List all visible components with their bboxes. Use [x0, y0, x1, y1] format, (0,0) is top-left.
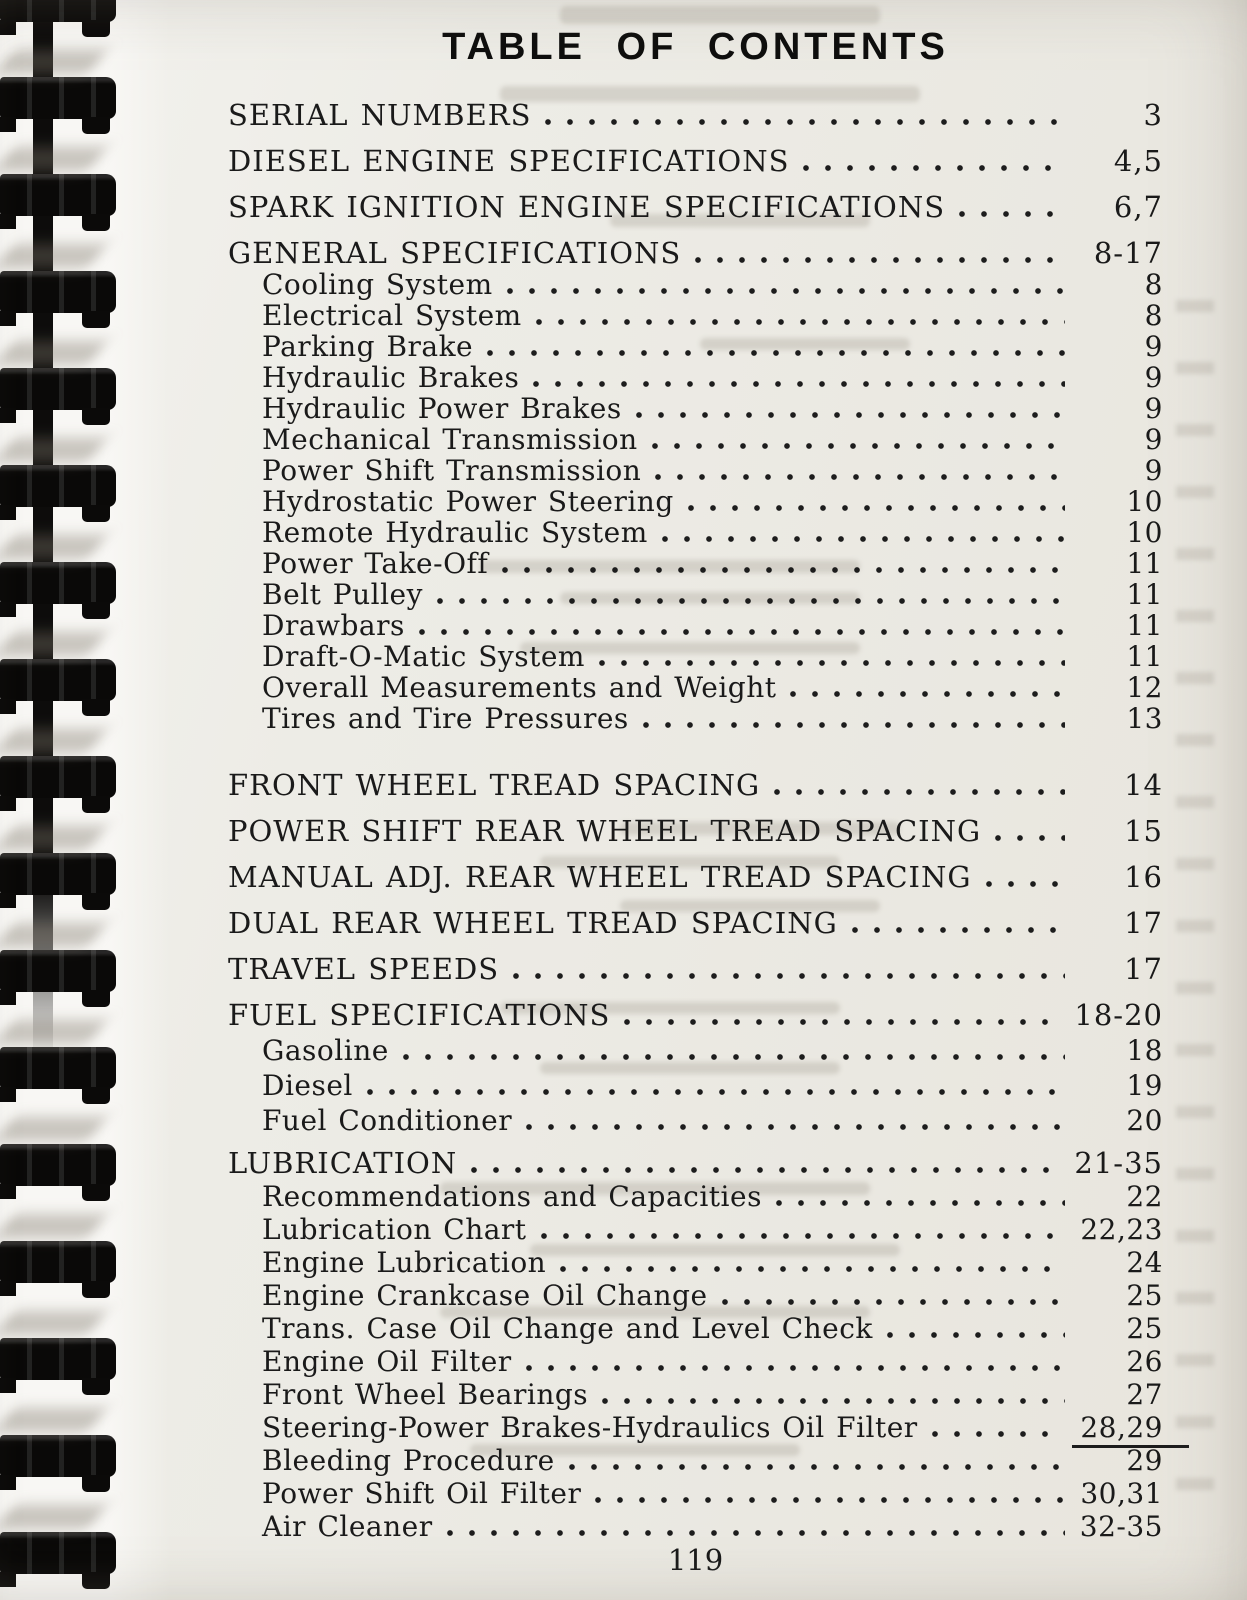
binding-tooth-tab — [0, 699, 16, 714]
toc-entry — [228, 954, 1163, 985]
dot-leader — [887, 1332, 1065, 1338]
dot-leader — [655, 474, 1065, 480]
toc-entry — [228, 1511, 1163, 1542]
dot-leader — [526, 1365, 1065, 1371]
binding-tooth-glare — [0, 0, 116, 22]
toc-entry — [228, 238, 1163, 269]
binding-tooth-glare — [0, 1532, 116, 1574]
binding-tooth-glare — [0, 174, 116, 216]
toc-entry-page: 9 — [1144, 361, 1163, 394]
toc-entry — [228, 1445, 1163, 1476]
toc-entry-page: 11 — [1126, 578, 1163, 611]
binding-tooth — [0, 271, 116, 313]
binding-tooth — [0, 0, 116, 22]
toc-entry-label: SPARK IGNITION ENGINE SPECIFICATIONS — [228, 190, 946, 224]
toc-entry-page: 18-20 — [1074, 998, 1163, 1032]
toc-entry-page: 13 — [1126, 702, 1163, 735]
toc-entry-label: Remote Hydraulic System — [262, 516, 648, 549]
page-title: TABLE OF CONTENTS — [442, 26, 949, 68]
binding-tooth-glare — [0, 271, 116, 313]
binding-tooth-tab — [0, 20, 16, 35]
binding-tooth — [0, 853, 116, 895]
toc-entry-label: Fuel Conditioner — [262, 1104, 513, 1137]
toc-entry-page: 17 — [1124, 952, 1163, 986]
binding-tooth-tab — [0, 796, 16, 811]
binding-tooth — [0, 1047, 116, 1089]
toc-entry-page: 9 — [1144, 392, 1163, 425]
binding-tooth-tab — [0, 1087, 16, 1102]
toc-entry-label: Lubrication Chart — [262, 1213, 527, 1246]
toc-entry-label: Bleeding Procedure — [262, 1444, 555, 1477]
toc-entry-label: Air Cleaner — [262, 1510, 433, 1543]
dot-leader — [790, 691, 1065, 697]
dot-leader — [595, 1497, 1065, 1503]
toc-entry — [228, 579, 1163, 610]
binding-tooth-glare — [0, 1144, 116, 1186]
toc-entry — [228, 1412, 1163, 1443]
toc-entry — [228, 1379, 1163, 1410]
dot-leader — [487, 350, 1065, 356]
bleedthrough-ghost — [560, 6, 880, 24]
toc-entry — [228, 300, 1163, 331]
binding-tooth — [0, 562, 116, 604]
toc-entry-label: Power Shift Transmission — [262, 454, 642, 487]
toc-entry-label: POWER SHIFT REAR WHEEL TREAD SPACING — [228, 814, 982, 848]
binding-tooth-tab — [0, 990, 16, 1005]
toc-entry-label: Parking Brake — [262, 330, 474, 363]
dot-leader — [541, 1233, 1065, 1239]
toc-entry — [228, 517, 1163, 548]
binding-tooth-glare — [0, 659, 116, 701]
toc-entry-label: FRONT WHEEL TREAD SPACING — [228, 768, 761, 802]
toc-entry-label: Electrical System — [262, 299, 522, 332]
binding-tooth-tab — [0, 1572, 16, 1587]
toc-entry-label: Draft-O-Matic System — [262, 640, 585, 673]
dot-leader — [803, 165, 1065, 171]
dot-leader — [695, 257, 1065, 263]
dot-leader — [569, 1464, 1065, 1470]
toc-entry — [228, 1181, 1163, 1212]
toc-entry-page: 8 — [1144, 268, 1163, 301]
table-of-contents — [228, 100, 1163, 1542]
dot-leader — [624, 1019, 1062, 1025]
toc-entry-page: 12 — [1126, 671, 1163, 704]
toc-entry-page: 11 — [1126, 609, 1163, 642]
toc-entry — [228, 816, 1163, 847]
toc-entry — [228, 862, 1163, 893]
dot-leader — [367, 1089, 1065, 1095]
toc-entry-label: Drawbars — [262, 609, 405, 642]
binding-tooth-tab — [0, 214, 16, 229]
toc-entry — [228, 1105, 1163, 1136]
toc-entry-page: 29 — [1126, 1444, 1163, 1477]
binding-tooth — [0, 1144, 116, 1186]
binding-tooth — [0, 465, 116, 507]
toc-entry-page: 8-17 — [1093, 236, 1163, 270]
toc-entry-page: 3 — [1143, 98, 1163, 132]
toc-entry-label: SERIAL NUMBERS — [228, 98, 532, 132]
toc-entry — [228, 455, 1163, 486]
toc-entry-page: 32-35 — [1079, 1510, 1163, 1543]
dot-leader — [526, 1124, 1065, 1130]
toc-entry-page: 21-35 — [1074, 1146, 1163, 1180]
dot-leader — [536, 319, 1065, 325]
toc-entry — [228, 393, 1163, 424]
binding-tooth-tab — [0, 1378, 16, 1393]
toc-entry-label: Hydraulic Brakes — [262, 361, 520, 394]
toc-entry-page: 28,29 — [1072, 1412, 1189, 1448]
toc-entry — [228, 1214, 1163, 1245]
binding-tooth-tab — [0, 1184, 16, 1199]
dot-leader — [507, 288, 1065, 294]
toc-entry-page: 9 — [1144, 330, 1163, 363]
toc-entry-page: 19 — [1126, 1069, 1163, 1102]
toc-entry — [228, 424, 1163, 455]
toc-entry-page: 15 — [1124, 814, 1163, 848]
toc-entry — [228, 1070, 1163, 1101]
binding-tooth — [0, 950, 116, 992]
binding-tooth — [0, 1532, 116, 1574]
toc-entry-label: Cooling System — [262, 268, 493, 301]
binding-tooth-tab — [0, 505, 16, 520]
toc-entry-label: GENERAL SPECIFICATIONS — [228, 236, 682, 270]
toc-entry-label: DIESEL ENGINE SPECIFICATIONS — [228, 144, 790, 178]
toc-entry — [228, 100, 1163, 131]
toc-entry-page: 25 — [1126, 1312, 1163, 1345]
toc-entry-page: 17 — [1124, 906, 1163, 940]
dot-leader — [986, 881, 1065, 887]
dot-leader — [471, 1167, 1062, 1173]
toc-entry-page: 10 — [1126, 516, 1163, 549]
dot-leader — [652, 443, 1065, 449]
toc-entry-label: Steering-Power Brakes-Hydraulics Oil Filter — [262, 1411, 918, 1444]
toc-entry — [228, 672, 1163, 703]
toc-entry-label: Overall Measurements and Weight — [262, 671, 777, 704]
binding-tooth — [0, 756, 116, 798]
toc-entry — [228, 1313, 1163, 1344]
binding-tooth-glare — [0, 1241, 116, 1283]
toc-entry-page: 20 — [1126, 1104, 1163, 1137]
binding-tooth-glare — [0, 756, 116, 798]
toc-entry-page: 11 — [1126, 547, 1163, 580]
toc-entry — [228, 192, 1163, 223]
dot-leader — [513, 973, 1065, 979]
toc-entry-page: 10 — [1126, 485, 1163, 518]
binding-tooth-glare — [0, 368, 116, 410]
toc-entry-label: FUEL SPECIFICATIONS — [228, 998, 611, 1032]
toc-entry-page: 11 — [1126, 640, 1163, 673]
binding-tooth-glare — [0, 562, 116, 604]
toc-entry-label: MANUAL ADJ. REAR WHEEL TREAD SPACING — [228, 860, 972, 894]
toc-entry-label: Gasoline — [262, 1034, 389, 1067]
binding-tooth-glare — [0, 1435, 116, 1477]
toc-entry — [228, 770, 1163, 801]
toc-entry — [228, 1247, 1163, 1278]
toc-entry-label: Hydraulic Power Brakes — [262, 392, 622, 425]
dot-leader — [662, 536, 1065, 542]
dot-leader — [774, 789, 1065, 795]
toc-entry-label: Hydrostatic Power Steering — [262, 485, 674, 518]
toc-entry-label: Diesel — [262, 1069, 353, 1102]
dot-leader — [722, 1299, 1065, 1305]
dot-leader — [932, 1431, 1061, 1437]
toc-entry — [228, 486, 1163, 517]
toc-entry — [228, 548, 1163, 579]
toc-entry-label: Trans. Case Oil Change and Level Check — [262, 1312, 873, 1345]
toc-entry — [228, 1478, 1163, 1509]
toc-entry-label: Tires and Tire Pressures — [262, 702, 629, 735]
toc-entry-label: Belt Pulley — [262, 578, 423, 611]
toc-entry — [228, 1148, 1163, 1179]
toc-entry — [228, 146, 1163, 177]
toc-entry-page: 4,5 — [1113, 144, 1163, 178]
binding-tooth-glare — [0, 465, 116, 507]
dot-leader — [602, 1398, 1065, 1404]
toc-entry-page: 16 — [1124, 860, 1163, 894]
binding-tooth-tab — [0, 602, 16, 617]
binding-tooth-glare — [0, 1338, 116, 1380]
toc-entry-label: Recommendations and Capacities — [262, 1180, 762, 1213]
dot-leader — [437, 598, 1065, 604]
binding-tooth-tab — [0, 117, 16, 132]
binding-tooth — [0, 174, 116, 216]
toc-entry-page: 25 — [1126, 1279, 1163, 1312]
toc-entry-page: 22,23 — [1080, 1213, 1163, 1246]
binding-tooth-tab — [0, 408, 16, 423]
toc-entry-label: Front Wheel Bearings — [262, 1378, 589, 1411]
binding-tooth-tab — [0, 893, 16, 908]
bleedthrough-ghost-column — [1176, 300, 1214, 1510]
dot-leader — [643, 722, 1065, 728]
dot-leader — [419, 629, 1065, 635]
binding-tooth — [0, 368, 116, 410]
dot-leader — [447, 1530, 1065, 1536]
toc-entry-label: TRAVEL SPEEDS — [228, 952, 500, 986]
toc-entry-page: 30,31 — [1080, 1477, 1163, 1510]
dot-leader — [560, 1266, 1065, 1272]
dot-leader — [533, 381, 1065, 387]
binding-tooth — [0, 77, 116, 119]
binding-tooth — [0, 659, 116, 701]
page-number: 119 — [667, 1543, 724, 1577]
toc-entry — [228, 1346, 1163, 1377]
toc-entry-page: 22 — [1126, 1180, 1163, 1213]
dot-leader — [852, 927, 1065, 933]
toc-entry-label: Engine Oil Filter — [262, 1345, 512, 1378]
toc-entry — [228, 1035, 1163, 1066]
comb-binding — [0, 0, 190, 1600]
binding-tooth — [0, 1435, 116, 1477]
toc-entry — [228, 269, 1163, 300]
dot-leader — [776, 1200, 1065, 1206]
toc-entry — [228, 641, 1163, 672]
binding-tooth-tab — [0, 1475, 16, 1490]
toc-entry — [228, 703, 1163, 734]
binding-tooth-glare — [0, 77, 116, 119]
toc-entry — [228, 610, 1163, 641]
toc-entry-label: LUBRICATION — [228, 1146, 458, 1180]
toc-entry — [228, 908, 1163, 939]
toc-entry-page: 14 — [1124, 768, 1163, 802]
toc-entry-page: 24 — [1126, 1246, 1163, 1279]
dot-leader — [545, 119, 1065, 125]
binding-tooth-glare — [0, 950, 116, 992]
binding-tooth — [0, 1338, 116, 1380]
binding-tooth-tab — [0, 1281, 16, 1296]
binding-tooth-tab — [0, 311, 16, 326]
toc-entry — [228, 331, 1163, 362]
toc-entry-page: 26 — [1126, 1345, 1163, 1378]
toc-entry-label: Engine Lubrication — [262, 1246, 547, 1279]
toc-entry-page: 9 — [1144, 454, 1163, 487]
toc-entry — [228, 1000, 1163, 1031]
toc-entry-page: 8 — [1144, 299, 1163, 332]
toc-entry-page: 18 — [1126, 1034, 1163, 1067]
toc-entry — [228, 362, 1163, 393]
toc-entry-page: 27 — [1126, 1378, 1163, 1411]
toc-entry-label: Engine Crankcase Oil Change — [262, 1279, 708, 1312]
binding-tooth-glare — [0, 1047, 116, 1089]
dot-leader — [502, 567, 1065, 573]
dot-leader — [599, 660, 1065, 666]
toc-entry-page: 6,7 — [1113, 190, 1163, 224]
toc-entry-label: Power Take-Off — [262, 547, 489, 580]
binding-tooth-glare — [0, 853, 116, 895]
dot-leader — [995, 835, 1065, 841]
toc-entry-label: Mechanical Transmission — [262, 423, 638, 456]
toc-entry-page: 9 — [1144, 423, 1163, 456]
dot-leader — [636, 412, 1065, 418]
binding-tooth — [0, 1241, 116, 1283]
toc-entry — [228, 1280, 1163, 1311]
dot-leader — [403, 1054, 1065, 1060]
dot-leader — [688, 505, 1065, 511]
toc-entry-label: Power Shift Oil Filter — [262, 1477, 582, 1510]
dot-leader — [959, 211, 1065, 217]
toc-entry-label: DUAL REAR WHEEL TREAD SPACING — [228, 906, 838, 940]
